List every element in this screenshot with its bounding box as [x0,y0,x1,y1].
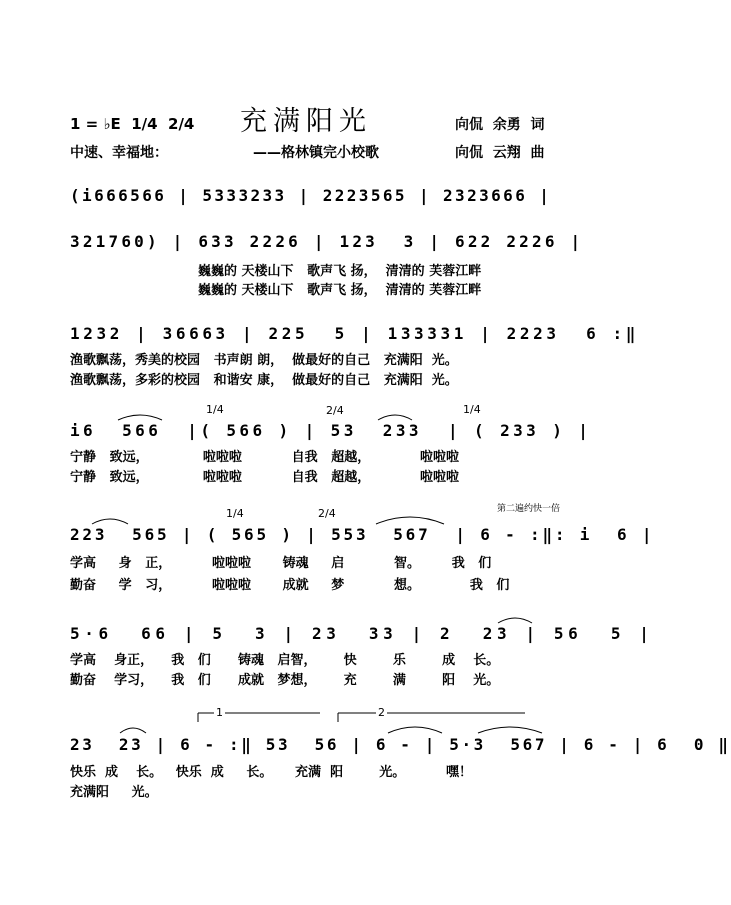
lyrics-line-6-verse-1: 学高 身正， 我 们 铸魂 启智， 快 乐 成 长。 [70,653,500,668]
score-line-3: 1232 | 36663 | 225 5 | 133331 | 2223 6 :‖ [70,324,640,343]
song-source: ——格林镇完小校歌 [253,145,379,161]
tempo-marking: 中速、幸福地： [70,145,168,161]
score-line-2: 321760) | 633 2226 | 123 3 | 622 2226 | [70,232,584,251]
score-line-1: (i666566 | 5333233 | 2223565 | 2323666 | [70,186,552,205]
score-line-7: 23 23 | 6 - :‖ 53 56 | 6 - | 5·3 567 | 6 - | 6 0 ‖ [70,735,731,754]
performance-note: 第二遍约快一倍 [497,504,561,514]
score-line-6: 5·6 66 | 5 3 | 23 33 | 2 23 | 56 5 | [70,624,654,643]
meter-mark: 2/4 [318,507,336,520]
score-line-5: 223 565 | ( 565 ) | 553 567 | 6 - :‖: i 6 | [70,525,655,544]
lyrics-line-3-verse-2: 渔歌飘荡，多彩的校园 和谐安 康， 做最好的自己 充满阳 光。 [70,373,458,388]
key-signature: 1 = ♭E 1/4 2/4 [70,115,195,133]
lyrics-line-4-verse-1: 宁静 致远， 啦啦啦 自我 超越， 啦啦啦 [70,450,460,465]
lyrics-line-2-verse-2: 巍巍的 天楼山下 歌声飞 扬， 清清的 芙蓉江畔 [198,283,482,298]
meter-mark: 1/4 [463,403,481,416]
lyrics-line-5-verse-2: 勤奋 学 习， 啦啦啦 成就 梦 想。 我 们 [70,578,510,593]
volta-1-label: 1 [216,706,223,719]
song-title: 充满阳光 [240,106,372,137]
lyrics-line-3-verse-1: 渔歌飘荡，秀美的校园 书声朗 朗， 做最好的自己 充满阳 光。 [70,353,458,368]
composer-credit: 向侃 云翔 曲 [455,145,545,161]
lyrics-line-7-verse-1: 快乐 成 长。 快乐 成 长。 充满 阳 光。 嘿！ [70,765,473,780]
lyrics-line-5-verse-1: 学高 身 正， 啦啦啦 铸魂 启 智。 我 们 [70,556,492,571]
meter-mark: 1/4 [226,507,244,520]
meter-mark: 2/4 [326,404,344,417]
meter-mark: 1/4 [206,403,224,416]
lyrics-line-4-verse-2: 宁静 致远， 啦啦啦 自我 超越， 啦啦啦 [70,470,460,485]
volta-2-label: 2 [378,706,385,719]
lyrics-line-7-verse-2: 充满阳 光。 [70,785,158,800]
lyrics-line-6-verse-2: 勤奋 学习， 我 们 成就 梦想， 充 满 阳 光。 [70,673,500,688]
score-line-4: i6 566 |( 566 ) | 53 233 | ( 233 ) | [70,421,592,440]
lyrics-line-2-verse-1: 巍巍的 天楼山下 歌声飞 扬， 清清的 芙蓉江畔 [198,264,482,279]
lyricist-credit: 向侃 余勇 词 [455,117,545,133]
